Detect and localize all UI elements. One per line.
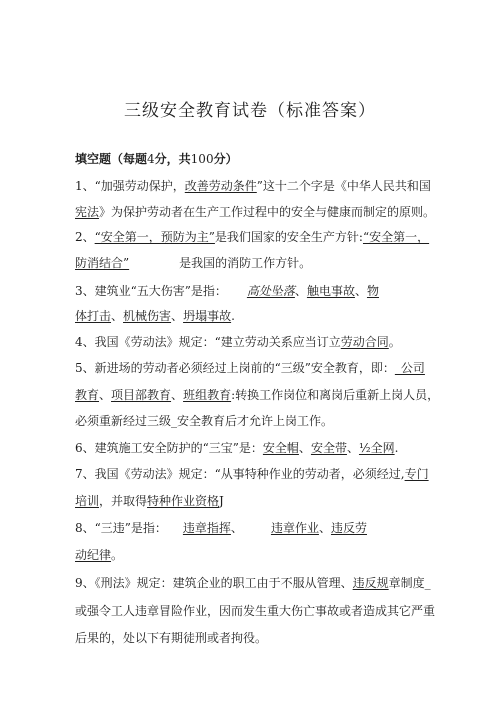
text: 9、《刑法》规定：建筑企业的职工由于不服从管理、 xyxy=(75,576,353,590)
question-1-line-1 xyxy=(75,179,431,193)
answer-blank: “安全第一， xyxy=(362,230,430,244)
text: 、 xyxy=(346,441,359,455)
answer-blank: 违反劳 xyxy=(330,521,367,535)
question-9-line-1 xyxy=(75,576,431,590)
text: 2、 xyxy=(75,230,95,244)
text: :转换工作岗位和离岗后重新上岗人员， xyxy=(231,388,440,402)
question-4-line-1 xyxy=(75,335,401,349)
total-points: 100 xyxy=(190,152,214,166)
answer-blank: 防消结合” xyxy=(75,256,130,270)
answer-blank: 违章指挥 xyxy=(182,521,231,535)
text: . xyxy=(394,441,399,455)
section-end: 分） xyxy=(213,152,238,166)
text: 4、我国《劳动法》规定：“建立劳动关系应当订立 xyxy=(75,335,341,349)
answer-blank: 违反规 xyxy=(352,576,389,590)
answer-blank: 改善劳动条件 xyxy=(184,179,257,193)
question-7-line-2 xyxy=(75,494,224,508)
section-heading xyxy=(75,150,238,167)
answer-blank: 物 xyxy=(366,284,379,298)
question-9-line-2: 或强令工人违章冒险作业，因而发生重大伤亡事故或者造成其它严重 xyxy=(75,604,436,618)
text: 3、建筑业“五大伤害”是指： xyxy=(75,284,227,298)
text: 是我们国家的安全生产方针: xyxy=(214,230,363,244)
answer-blank: 安全帽 xyxy=(262,441,299,455)
text: ”这十二个字是《中华人民共和国 xyxy=(256,179,431,193)
text: ，并取得 xyxy=(99,494,148,508)
text: . xyxy=(231,309,235,323)
question-8-line-2 xyxy=(75,548,123,562)
text: 、 xyxy=(294,284,307,298)
answer-blank: 特种作业资格 xyxy=(147,494,220,508)
answer-blank: 高处坠落 xyxy=(246,284,295,298)
text: 、 xyxy=(111,309,124,323)
text: 是我国的消防工作方针。 xyxy=(179,256,312,270)
question-6-line-1 xyxy=(75,441,398,455)
answer-blank: 培训 xyxy=(75,494,100,508)
question-5-line-1 xyxy=(75,361,425,375)
answer-blank: 项目部教育 xyxy=(111,388,172,402)
answer-blank: 体打击 xyxy=(75,309,112,323)
text: 》为保护劳动者在生产工作过程中的安全与健康而制定的原则。 xyxy=(99,205,436,219)
text: 章制度_ xyxy=(388,576,431,590)
answer-blank: 违章作业 xyxy=(270,521,319,535)
text: 、 xyxy=(354,284,367,298)
question-2-line-2 xyxy=(75,256,311,270)
text: 、 xyxy=(171,309,184,323)
text: 、 xyxy=(99,388,112,402)
question-9-line-3: 后果的，处以下有期徒刑或者拘役。 xyxy=(75,631,268,645)
text: 。 xyxy=(388,335,401,349)
question-2-line-1 xyxy=(75,230,429,244)
question-5-line-2 xyxy=(75,388,439,402)
section-mid: 分，共 xyxy=(154,152,191,166)
text: 1、“加强劳动保护， xyxy=(75,179,185,193)
text: J xyxy=(219,494,224,508)
answer-blank: 坍塌事故 xyxy=(183,309,232,323)
answer-blank: 安全带 xyxy=(310,441,347,455)
answer-blank: 机械伤害 xyxy=(123,309,172,323)
answer-blank: 教育 xyxy=(75,388,100,402)
answer-blank: 劳动合同 xyxy=(340,335,389,349)
text: 7、我国《劳动法》规定：“从事特种作业的劳动者，必须经过, xyxy=(75,467,405,481)
text: 5、新进场的劳动者必须经过上岗前的“三级”安全教育，即： xyxy=(75,361,395,375)
text: 、 xyxy=(171,388,184,402)
answer-blank: _公司 xyxy=(394,361,425,375)
answer-blank: 触电事故 xyxy=(306,284,355,298)
question-3-line-2 xyxy=(75,309,235,323)
question-7-line-1 xyxy=(75,467,429,481)
section-label: 填空题（每题 xyxy=(75,152,148,166)
answer-blank: 宪法 xyxy=(75,205,100,219)
page-title: 三级安全教育试卷（标准答案） xyxy=(124,101,376,121)
answer-blank: 动纪律 xyxy=(75,548,112,562)
points-per-question: 4 xyxy=(147,152,155,166)
answer-blank: ½全网 xyxy=(358,441,395,455)
question-1-line-2 xyxy=(75,205,435,219)
answer-blank: 班组教育 xyxy=(183,388,232,402)
text: 8、“三违”是指： xyxy=(75,521,167,535)
question-8-line-1 xyxy=(75,521,367,535)
question-3-line-1 xyxy=(75,284,379,298)
text: 6、建筑施工安全防护的“三宝”是： xyxy=(75,441,263,455)
text: 、 xyxy=(318,521,331,535)
question-5-line-3: 必须重新经过三级_安全教育后才允许上岗工作。 xyxy=(75,414,334,428)
text: 、 xyxy=(298,441,311,455)
text: 。 xyxy=(111,548,124,562)
text: 、 xyxy=(230,521,243,535)
answer-blank: “安全第一，预防为主” xyxy=(94,230,215,244)
answer-blank: 专门 xyxy=(404,467,429,481)
